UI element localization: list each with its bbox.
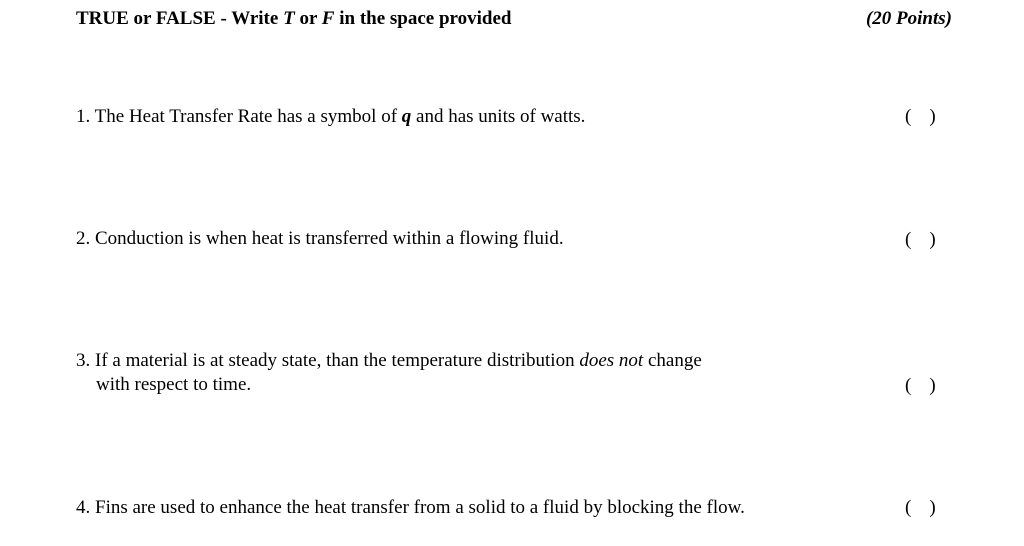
answer-blank-3[interactable] <box>905 374 936 398</box>
question-4 <box>76 496 745 520</box>
question-number: 3. <box>76 350 91 371</box>
question-1 <box>76 105 585 129</box>
instructions-heading <box>76 8 511 30</box>
question-2 <box>76 227 564 251</box>
question-3 <box>76 349 702 397</box>
question-number: 1. <box>76 106 91 127</box>
paren-open: ( <box>905 229 912 250</box>
question-text-start: The Heat Transfer Rate has a symbol of <box>94 106 402 127</box>
heading-letter-f: F <box>321 8 335 29</box>
question-text: Fins are used to enhance the heat transfer from a solid to a fluid by blocking the flow. <box>95 497 745 518</box>
question-number: 4. <box>76 497 91 518</box>
question-number: 2. <box>76 228 91 249</box>
question-text-line2: with respect to time. <box>96 374 252 395</box>
answer-blank-2[interactable] <box>905 228 936 252</box>
question-text-end: and has units of watts. <box>411 106 586 127</box>
paren-open: ( <box>905 106 912 127</box>
paren-close: ) <box>929 375 936 396</box>
question-text-start: If a material is at steady state, than the temperature distribution <box>95 350 580 371</box>
paren-open: ( <box>905 497 912 518</box>
symbol-q: q <box>401 106 412 127</box>
heading-text-or: or <box>294 8 322 29</box>
paren-close: ) <box>929 106 936 127</box>
heading-text-start: TRUE or FALSE - Write <box>76 8 284 29</box>
paren-close: ) <box>929 229 936 250</box>
heading-letter-t: T <box>283 8 295 29</box>
answer-blank-4[interactable] <box>905 496 936 520</box>
emphasis-does-not: does not <box>579 350 644 371</box>
paren-open: ( <box>905 375 912 396</box>
points-label: (20 Points) <box>865 8 952 29</box>
paren-close: ) <box>929 497 936 518</box>
heading-text-end: in the space provided <box>334 8 512 29</box>
answer-blank-1[interactable] <box>905 105 936 129</box>
question-text-end: change <box>643 350 702 371</box>
question-text: Conduction is when heat is transferred within a flowing fluid. <box>95 228 564 249</box>
